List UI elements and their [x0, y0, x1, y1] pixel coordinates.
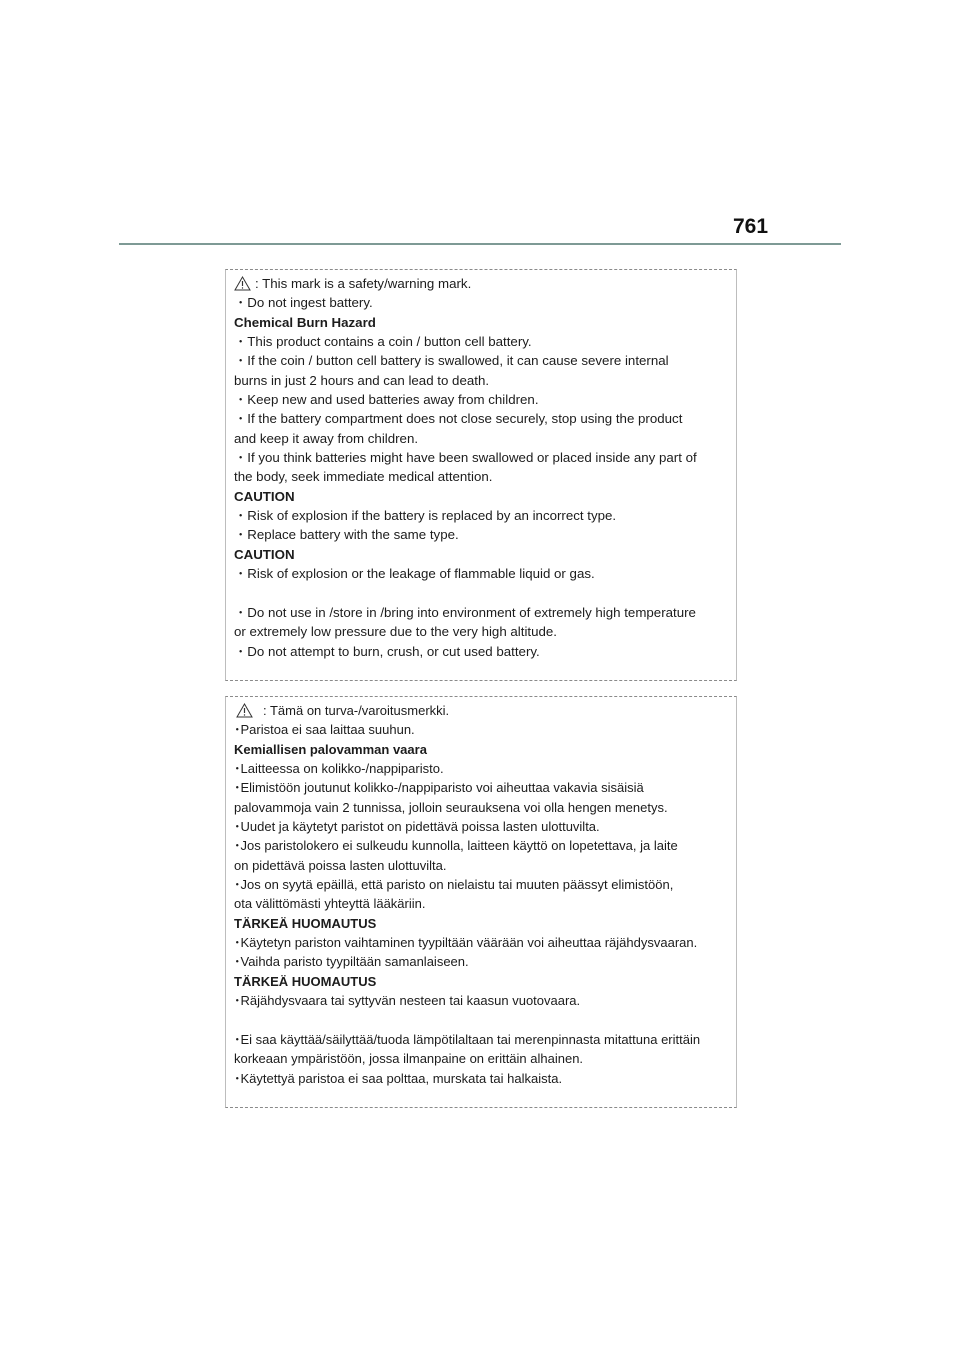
text-line: ･Käytettyä paristoa ei saa polttaa, murskata tai halkaista. — [234, 1070, 563, 1086]
page-number: 761 — [733, 215, 769, 238]
text-line: ・If you think batteries might have been swallowed or placed inside any part of — [234, 450, 697, 466]
text-line: on pidettävä poissa lasten ulottuvilta. — [234, 857, 447, 873]
text-line: palovammoja vain 2 tunnissa, jolloin seurauksena voi olla hengen menetys. — [234, 799, 668, 815]
text-line: ・Do not ingest battery. — [234, 295, 373, 311]
text-line: ･Laitteessa on kolikko-/nappiparisto. — [234, 761, 444, 777]
text-line: ・Replace battery with the same type. — [234, 527, 459, 543]
text-line: ・Risk of explosion if the battery is replaced by an incorrect type. — [234, 508, 617, 524]
english-warning-box — [225, 269, 737, 681]
text-line: ・If the battery compartment does not close securely, stop using the product — [234, 411, 683, 427]
text-line: korkeaan ympäristöön, jossa ilmanpaine on erittäin alhainen. — [234, 1051, 584, 1067]
text-line: and keep it away from children. — [234, 430, 419, 446]
blank-line — [234, 584, 734, 603]
text-line: ・Do not attempt to burn, crush, or cut used battery. — [234, 643, 540, 659]
text-line: ･Ei saa käyttää/säilyttää/tuoda lämpötilaltaan tai merenpinnasta mitattuna erittäin — [234, 1031, 701, 1047]
text-line: ･Räjähdysvaara tai syttyvän nesteen tai kaasun vuotovaara. — [234, 993, 581, 1009]
text-line: or extremely low pressure due to the very high altitude. — [234, 624, 557, 640]
text-line: ･Jos paristolokero ei sulkeudu kunnolla, laitteen käyttö on lopetettava, ja laite — [234, 838, 678, 854]
warning-triangle-icon — [236, 703, 253, 718]
section-heading: CAUTION — [234, 546, 295, 562]
warning-intro-text: : Tämä on turva-/varoitusmerkki. — [263, 703, 450, 718]
warning-intro-text: : This mark is a safety/warning mark. — [255, 276, 472, 291]
english-warning-text — [234, 274, 734, 661]
section-heading: Kemiallisen palovamman vaara — [234, 741, 427, 757]
section-heading: CAUTION — [234, 488, 295, 504]
header-divider — [119, 243, 841, 245]
warning-intro-line — [234, 274, 734, 293]
text-line: ota välittömästi yhteyttä lääkäriin. — [234, 896, 426, 912]
text-line: ・If the coin / button cell battery is swallowed, it can cause severe internal — [234, 353, 669, 369]
text-line: ･Vaihda paristo tyypiltään samanlaiseen. — [234, 954, 469, 970]
text-line: ・Risk of explosion or the leakage of flammable liquid or gas. — [234, 566, 595, 582]
warning-triangle-icon — [234, 276, 251, 291]
text-line: the body, seek immediate medical attention. — [234, 469, 493, 485]
text-line: ・Keep new and used batteries away from children. — [234, 392, 539, 408]
text-line: ・This product contains a coin / button cell battery. — [234, 334, 532, 350]
text-line: ･Elimistöön joutunut kolikko-/nappiparisto voi aiheuttaa vakavia sisäisiä — [234, 780, 644, 796]
section-heading: TÄRKEÄ HUOMAUTUS — [234, 973, 377, 989]
text-line: burns in just 2 hours and can lead to death. — [234, 372, 490, 388]
text-line: ･Paristoa ei saa laittaa suuhun. — [234, 722, 415, 738]
finnish-warning-text — [234, 701, 734, 1088]
finnish-warning-box — [225, 696, 737, 1108]
warning-intro-line — [234, 701, 734, 720]
text-line: ･Jos on syytä epäillä, että paristo on nielaistu tai muuten päässyt elimistöön, — [234, 877, 674, 893]
text-line: ･Käytetyn pariston vaihtaminen tyypiltään väärään voi aiheuttaa räjähdysvaaran. — [234, 935, 698, 951]
text-line: ･Uudet ja käytetyt paristot on pidettävä poissa lasten ulottuvilta. — [234, 819, 600, 835]
section-heading: TÄRKEÄ HUOMAUTUS — [234, 915, 377, 931]
blank-line — [234, 1011, 734, 1030]
text-line: ・Do not use in /store in /bring into environment of extremely high temperature — [234, 604, 696, 620]
section-heading: Chemical Burn Hazard — [234, 314, 376, 330]
